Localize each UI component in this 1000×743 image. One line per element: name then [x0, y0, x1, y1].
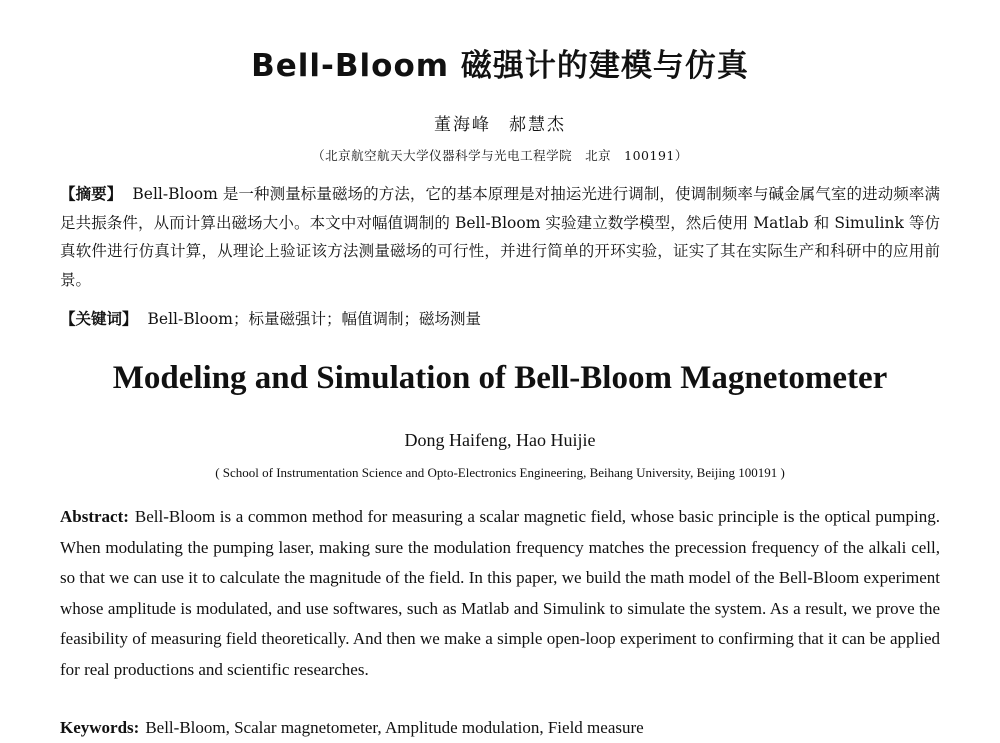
chinese-keywords-text: Bell-Bloom；标量磁强计；幅值调制；磁场测量 [147, 310, 481, 328]
english-abstract [60, 502, 940, 685]
chinese-keywords [60, 305, 940, 333]
chinese-author-1: 董海峰 [434, 115, 491, 135]
english-title: Modeling and Simulation of Bell-Bloom Magnetometer [112, 360, 888, 396]
english-keywords-text: Bell-Bloom, Scalar magnetometer, Amplitude modulation, Field measure [145, 718, 644, 737]
english-keywords-label: Keywords: [60, 718, 140, 737]
english-keywords [60, 713, 940, 743]
chinese-abstract [60, 180, 940, 294]
chinese-abstract-text: Bell-Bloom 是一种测量标量磁场的方法，它的基本原理是对抽运光进行调制，使调制频率与碱金属气室的进动频率满足共振条件，从而计算出磁场大小。本文中对幅值调制的 Bell-Bloom 实验建立数学模型，然后使用 Matlab 和 Simulink 等仿真软件进行仿真计算，从理论上验证该方法测量磁场的可行性，并进行简单的开环实验，证实了其在实际生产和科研中的应用前景。 [60, 185, 940, 289]
chinese-abstract-label: 【摘要】 [60, 185, 123, 203]
chinese-affiliation: （北京航空航天大学仪器科学与光电工程学院 北京 100191） [312, 148, 688, 163]
english-abstract-text: Bell-Bloom is a common method for measuring a scalar magnetic field, whose basic principle is the optical pumping. When modulating the pumping laser, making sure the modulation frequency matches the precession frequency of the alkali cell, so that we can use it to calculate the magnitude of the field. In this paper, we build the math model of the Bell-Bloom experiment whose amplitude is modulated, and use softwares, such as Matlab and Simulink to simulate the system. As a result, we prove the feasibility of measuring field theoretically. And then we make a simple open-loop experiment to confirming that it can be applied for real productions and scientific researches. [60, 507, 940, 679]
chinese-keywords-label: 【关键词】 [60, 310, 138, 328]
english-affiliation: ( School of Instrumentation Science and Opto-Electronics Engineering, Beihang University, Beijing 100191 ) [215, 465, 785, 480]
chinese-authors [0, 110, 1000, 135]
chinese-author-2: 郝慧杰 [509, 115, 566, 135]
english-authors: Dong Haifeng, Hao Huijie [404, 430, 596, 450]
english-abstract-label: Abstract: [60, 507, 129, 526]
chinese-title: Bell-Bloom 磁强计的建模与仿真 [251, 48, 749, 84]
